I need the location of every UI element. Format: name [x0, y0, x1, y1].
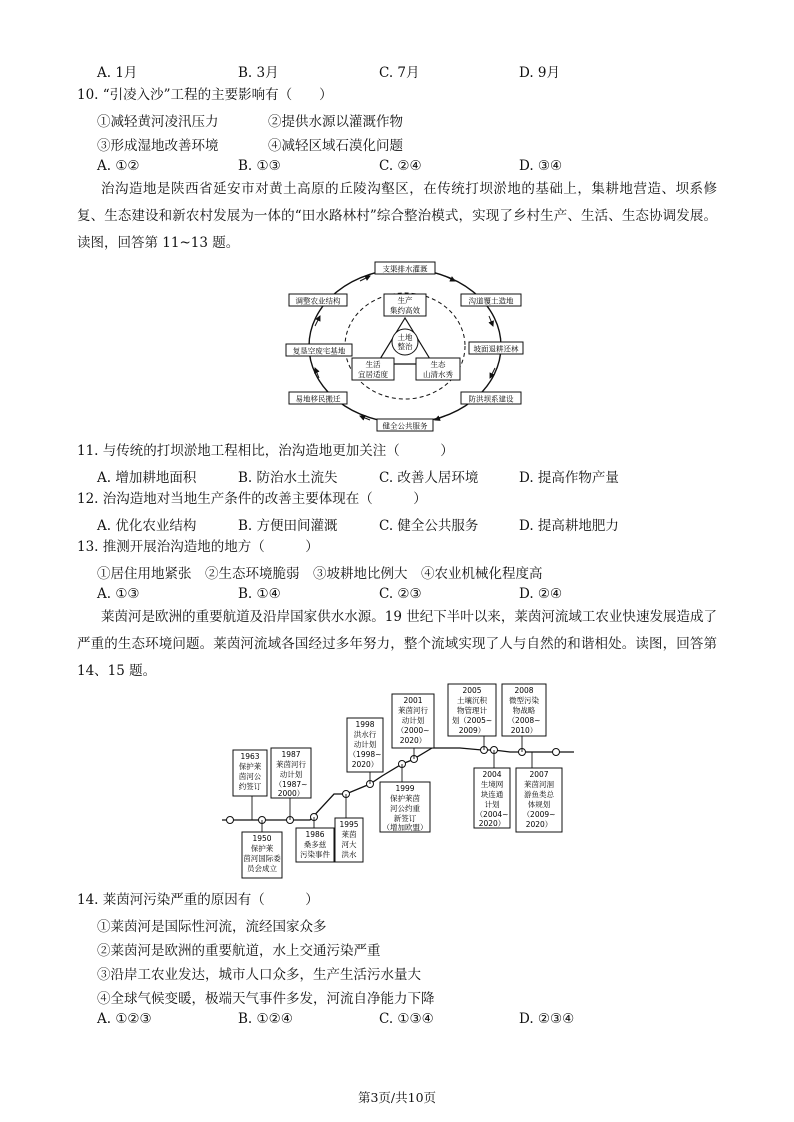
svg-text:莱茵: 莱茵 — [341, 830, 357, 839]
svg-text:新签订: 新签订 — [393, 814, 417, 823]
svg-text:划（2005~: 划（2005~ — [451, 716, 493, 725]
svg-text:2020）: 2020） — [525, 820, 553, 829]
q12-stem: 12. 治沟造地对当地生产条件的改善主要体现在（ ） — [77, 491, 427, 507]
svg-text:茵河公: 茵河公 — [238, 772, 262, 781]
svg-text:1995: 1995 — [339, 820, 359, 829]
svg-text:生产: 生产 — [397, 296, 413, 305]
svg-text:2000）: 2000） — [277, 789, 305, 798]
svg-text:土壤沉积: 土壤沉积 — [457, 696, 487, 705]
svg-text:支渠排水灌溉: 支渠排水灌溉 — [382, 264, 428, 274]
event-2008 — [502, 684, 546, 736]
q10-stem: 10. “引凌入沙”工程的主要影响有（ ） — [77, 87, 333, 103]
q13-option-d: D. ②④ — [519, 586, 563, 602]
svg-text:易地移民搬迁: 易地移民搬迁 — [295, 394, 341, 404]
q12-option-b: B. 方便田间灌溉 — [238, 518, 338, 534]
svg-text:游鱼类总: 游鱼类总 — [524, 790, 554, 799]
event-1950 — [242, 832, 282, 878]
svg-text:河公约重: 河公约重 — [390, 804, 420, 813]
svg-text:宜居适度: 宜居适度 — [358, 370, 388, 379]
q10-option-b: B. ①③ — [238, 158, 281, 174]
q10-item-3: ③形成湿地改善环境 — [97, 138, 219, 154]
page-number: 第3页/共10页 — [357, 1090, 437, 1105]
q10-item-1: ①减轻黄河凌汛压力 — [97, 114, 219, 130]
event-2007 — [516, 768, 562, 832]
svg-text:保护莱: 保护莱 — [238, 762, 262, 771]
q13-stem: 13. 推测开展治沟造地的地方（ ） — [77, 539, 319, 555]
svg-text:2004: 2004 — [482, 770, 502, 779]
event-1963 — [233, 750, 267, 796]
q13-option-b: B. ①④ — [238, 586, 281, 602]
outer-box-public-service — [377, 419, 433, 431]
q14-item-4: ④全球气候变暖，极端天气事件多发，河流自净能力下降 — [97, 991, 435, 1007]
q9-option-c: C. 7月 — [379, 65, 420, 81]
svg-text:（2009~: （2009~ — [522, 810, 556, 819]
svg-text:（2004~: （2004~ — [475, 810, 509, 819]
svg-text:洪水: 洪水 — [341, 850, 357, 859]
svg-text:污染事件: 污染事件 — [300, 850, 330, 859]
q12-option-d: D. 提高耕地肥力 — [519, 518, 619, 534]
svg-text:1986: 1986 — [305, 830, 325, 839]
svg-text:坡面退耕还林: 坡面退耕还林 — [473, 344, 519, 354]
q14-item-3: ③沿岸工农业发达，城市人口众多，生产生活污水量大 — [97, 967, 421, 983]
svg-text:（1987~: （1987~ — [274, 780, 308, 789]
outer-box-homestead — [286, 344, 352, 356]
q9-option-d: D. 9月 — [519, 65, 561, 81]
svg-text:生态: 生态 — [430, 360, 446, 369]
svg-text:2001: 2001 — [403, 696, 423, 705]
q14-option-a: A. ①②③ — [97, 1011, 152, 1027]
q13-option-a: A. ①③ — [97, 586, 140, 602]
event-1987 — [271, 748, 311, 798]
svg-text:集约高效: 集约高效 — [390, 306, 420, 315]
q11-option-c: C. 改善人居环境 — [379, 470, 479, 486]
svg-text:生活: 生活 — [365, 360, 381, 369]
svg-text:块连通: 块连通 — [480, 790, 504, 799]
svg-text:计划: 计划 — [484, 800, 500, 809]
center-label-1: 土地 — [397, 333, 413, 342]
outer-box-branch-canal — [375, 262, 435, 274]
svg-text:生境网: 生境网 — [480, 780, 504, 789]
q14-item-1: ①莱茵河是国际性河流，流经国家众多 — [97, 919, 327, 935]
q10-option-a: A. ①② — [97, 158, 140, 174]
svg-text:保护莱: 保护莱 — [250, 844, 274, 853]
q11-option-d: D. 提高作物产量 — [519, 470, 619, 486]
svg-text:微型污染: 微型污染 — [509, 696, 539, 705]
svg-text:（1998~: （1998~ — [348, 750, 382, 759]
svg-text:（2000~: （2000~ — [396, 726, 430, 735]
svg-text:2007: 2007 — [529, 770, 549, 779]
svg-text:保护莱茵: 保护莱茵 — [390, 794, 420, 803]
svg-text:调整农业结构: 调整农业结构 — [295, 296, 341, 306]
svg-text:2010）: 2010） — [510, 726, 538, 735]
q13-items: ①居住用地紧张 ②生态环境脆弱 ③坡耕地比例大 ④农业机械化程度高 — [97, 566, 543, 582]
q9-option-b: B. 3月 — [238, 65, 279, 81]
svg-text:体规划: 体规划 — [527, 800, 551, 809]
svg-text:2005: 2005 — [462, 686, 482, 695]
svg-text:1950: 1950 — [252, 834, 272, 843]
event-2005 — [448, 684, 496, 736]
outer-box-relocation — [289, 392, 347, 404]
svg-text:2009）: 2009） — [458, 726, 486, 735]
outer-box-flood-dam — [461, 392, 521, 404]
q14-option-d: D. ②③④ — [519, 1011, 575, 1027]
svg-text:2008: 2008 — [514, 686, 534, 695]
q10-option-d: D. ③④ — [519, 158, 563, 174]
rhine-timeline-diagram — [222, 682, 574, 882]
svg-text:河大: 河大 — [341, 840, 357, 849]
svg-text:动计划: 动计划 — [401, 716, 425, 725]
outer-box-agri-structure — [289, 294, 347, 306]
svg-text:（2008~: （2008~ — [507, 716, 541, 725]
svg-text:复垦空废宅基地: 复垦空废宅基地 — [292, 346, 346, 356]
svg-text:员会成立: 员会成立 — [247, 864, 277, 873]
passage-zhigou-zaodi: 治沟造地是陕西省延安市对黄土高原的丘陵沟壑区，在传统打坝淤地的基础上，集耕地营造、坝系修复、生态建设和新农村发展为一体的“田水路林村”综合整治模式，实现了乡村生产、生活、生态协调发展。读图，回答第 11~13 题。 — [77, 181, 717, 251]
svg-text:莱茵河行: 莱茵河行 — [398, 706, 428, 715]
q11-option-a: A. 增加耕地面积 — [97, 470, 197, 486]
svg-text:莱茵河洄: 莱茵河洄 — [524, 780, 554, 789]
svg-text:1987: 1987 — [281, 750, 301, 759]
q11-option-b: B. 防治水土流失 — [238, 470, 338, 486]
svg-text:山清水秀: 山清水秀 — [423, 370, 453, 379]
passage-rhine: 莱茵河是欧洲的重要航道及沿岸国家供水水源。19 世纪下半叶以来，莱茵河流域工农业快速发展造成了严重的生态环境问题。莱茵河流域各国经过多年努力，整个流域实现了人与自然的和谐相处。读图，回答第 14、15 题。 — [77, 609, 717, 679]
inner-box-ecology — [416, 358, 460, 380]
q10-item-2: ②提供水源以灌溉作物 — [268, 114, 403, 130]
svg-text:沟道覆土造地: 沟道覆土造地 — [468, 296, 514, 306]
svg-text:动计划: 动计划 — [353, 740, 377, 749]
q14-stem: 14. 莱茵河污染严重的原因有（ ） — [77, 892, 319, 908]
q10-item-4: ④减轻区域石漠化问题 — [268, 138, 403, 154]
outer-box-slope-forest — [469, 342, 523, 354]
outer-box-gully-land — [461, 294, 521, 306]
svg-text:茵河国际委: 茵河国际委 — [243, 854, 281, 863]
q12-option-a: A. 优化农业结构 — [97, 518, 197, 534]
q11-stem: 11. 与传统的打坝淤地工程相比，治沟造地更加关注（ ） — [77, 443, 454, 459]
svg-text:1999: 1999 — [395, 784, 415, 793]
svg-text:物管理计: 物管理计 — [457, 706, 487, 715]
svg-text:2020）: 2020） — [478, 819, 506, 828]
svg-text:2020）: 2020） — [351, 760, 379, 769]
event-1999 — [380, 782, 430, 832]
inner-box-production — [384, 294, 426, 316]
q13-option-c: C. ②③ — [379, 586, 422, 602]
event-2004 — [474, 768, 510, 828]
q14-option-c: C. ①③④ — [379, 1011, 434, 1027]
event-2001 — [392, 694, 434, 748]
svg-text:1963: 1963 — [240, 752, 260, 761]
event-1995 — [335, 818, 363, 862]
svg-text:（增加欧盟）: （增加欧盟） — [382, 823, 428, 832]
inner-box-living — [352, 358, 394, 380]
svg-text:莱茵河行: 莱茵河行 — [276, 760, 306, 769]
svg-text:物战略: 物战略 — [512, 706, 536, 715]
q14-option-b: B. ①②④ — [238, 1011, 293, 1027]
land-consolidation-diagram — [285, 256, 525, 436]
q12-option-c: C. 健全公共服务 — [379, 518, 479, 534]
svg-text:2020）: 2020） — [399, 736, 427, 745]
event-1986 — [296, 828, 334, 862]
svg-text:防洪坝系建设: 防洪坝系建设 — [468, 394, 514, 404]
svg-text:桑多兹: 桑多兹 — [303, 840, 327, 849]
q9-option-a: A. 1月 — [97, 65, 138, 81]
svg-text:约签订: 约签订 — [238, 782, 262, 791]
event-1998 — [347, 718, 383, 772]
q14-item-2: ②莱茵河是欧洲的重要航道，水上交通污染严重 — [97, 943, 381, 959]
svg-text:1998: 1998 — [355, 720, 375, 729]
svg-text:健全公共服务: 健全公共服务 — [382, 421, 428, 431]
center-label-2: 整治 — [397, 342, 413, 351]
svg-text:洪水行: 洪水行 — [353, 730, 377, 739]
q10-option-c: C. ②④ — [379, 158, 422, 174]
svg-text:动计划: 动计划 — [279, 770, 303, 779]
